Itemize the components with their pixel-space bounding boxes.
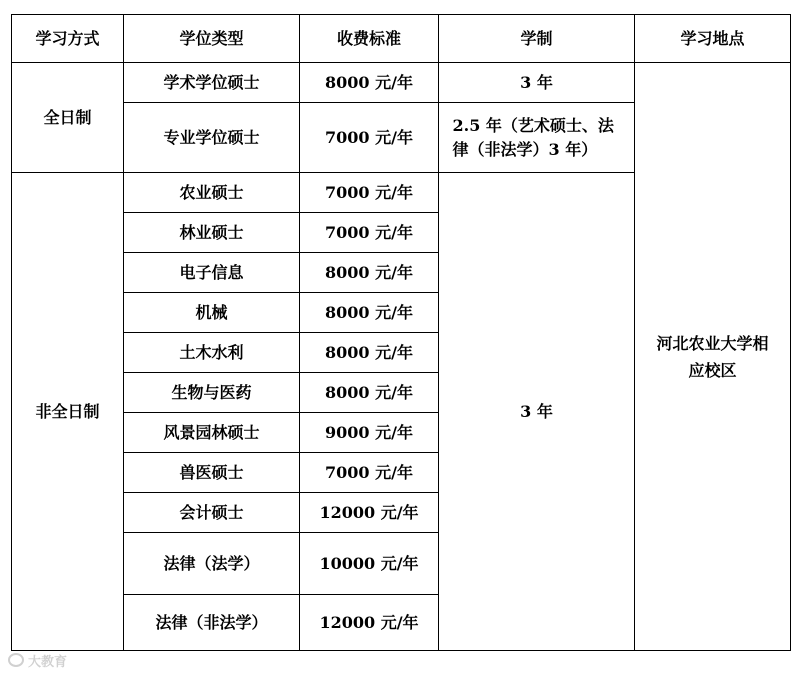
fee-cell: 9000 元/年 <box>300 413 439 453</box>
degree-cell: 林业硕士 <box>124 213 300 253</box>
full-time-mode-cell: 全日制 <box>12 63 124 173</box>
fee-cell: 8000 元/年 <box>300 253 439 293</box>
duration-cell <box>439 103 635 173</box>
degree-cell: 专业学位硕士 <box>124 103 300 173</box>
fee-cell: 7000 元/年 <box>300 453 439 493</box>
header-row <box>12 15 791 63</box>
degree-cell: 法律（法学） <box>124 533 300 595</box>
header-degree-type: 学位类型 <box>124 15 300 63</box>
duration-cell: 3 年 <box>439 63 635 103</box>
degree-cell: 风景园林硕士 <box>124 413 300 453</box>
part-time-duration-cell: 3 年 <box>439 173 635 651</box>
degree-cell: 学术学位硕士 <box>124 63 300 103</box>
fee-cell: 7000 元/年 <box>300 213 439 253</box>
header-duration: 学制 <box>439 15 635 63</box>
fee-cell: 8000 元/年 <box>300 373 439 413</box>
header-study-mode: 学习方式 <box>12 15 124 63</box>
logo-icon <box>8 653 24 667</box>
watermark <box>8 650 67 670</box>
degree-cell: 兽医硕士 <box>124 453 300 493</box>
fee-cell: 8000 元/年 <box>300 293 439 333</box>
table-row <box>12 63 791 103</box>
fee-cell: 8000 元/年 <box>300 333 439 373</box>
header-location: 学习地点 <box>635 15 791 63</box>
fee-cell: 12000 元/年 <box>300 493 439 533</box>
location-cell <box>635 63 791 651</box>
degree-cell: 会计硕士 <box>124 493 300 533</box>
degree-cell: 机械 <box>124 293 300 333</box>
fee-cell: 7000 元/年 <box>300 103 439 173</box>
fee-cell: 12000 元/年 <box>300 595 439 651</box>
header-fee-standard: 收费标准 <box>300 15 439 63</box>
degree-cell: 生物与医药 <box>124 373 300 413</box>
degree-cell: 电子信息 <box>124 253 300 293</box>
degree-cell: 土木水利 <box>124 333 300 373</box>
tuition-table <box>11 14 791 651</box>
degree-cell: 农业硕士 <box>124 173 300 213</box>
location-text: 河北农业大学相应校区 <box>656 333 769 380</box>
degree-cell: 法律（非法学） <box>124 595 300 651</box>
part-time-mode-cell: 非全日制 <box>12 173 124 651</box>
watermark-text: 大教育 <box>28 654 68 670</box>
duration-note: 2.5 年（艺术硕士、法律（非法学）3 年） <box>452 115 614 159</box>
fee-cell: 7000 元/年 <box>300 173 439 213</box>
fee-cell: 8000 元/年 <box>300 63 439 103</box>
fee-cell: 10000 元/年 <box>300 533 439 595</box>
